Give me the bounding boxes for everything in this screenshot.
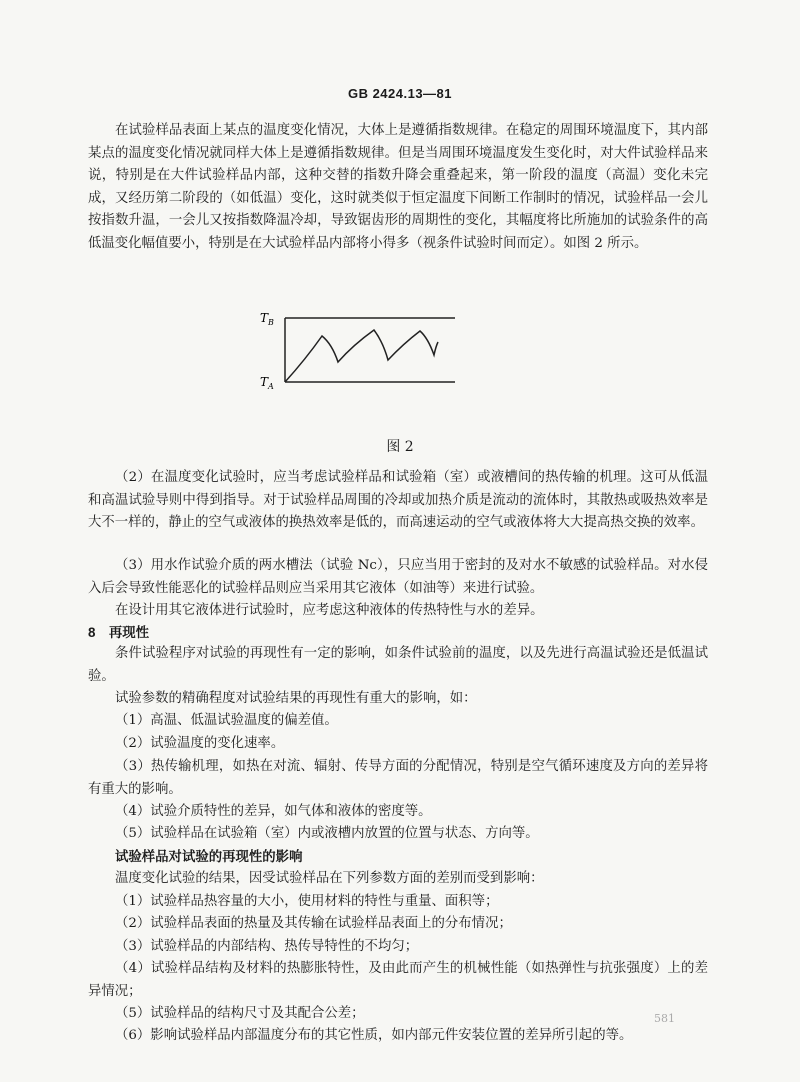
list1-item: （1）高温、低温试验温度的偏差值。: [115, 713, 338, 728]
section-8-heading: 8 再现性: [88, 625, 150, 640]
list1-item: （4）试验介质特性的差异，如气体和液体的密度等。: [115, 804, 432, 819]
section-8-paragraph-2: 试验参数的精确程度对试验结果的再现性有重大的影响，如：: [115, 691, 477, 706]
paragraph-2: （2）在温度变化试验时，应当考虑试验样品和试验箱（室）或液槽间的热传输的机理。这可从低温和高温试验导则中得到指导。对于试验样品周围的冷却或加热介质是流动的流体时，其散热或吸热效率是大不一样的，静止的空气或液体的换热效率是低的，而高速运动的空气或液体将大大提高热交换的效率。: [88, 470, 708, 531]
paragraph-3b: 在设计用其它液体进行试验时，应考虑这种液体的传热特性与水的差异。: [115, 603, 544, 618]
section-8-paragraph-1: 条件试验程序对试验的再现性有一定的影响，如条件试验前的温度，以及先进行高温试验还是低温试验。: [88, 646, 708, 684]
list2-item: （5）试验样品的结构尺寸及其配合公差；: [115, 1006, 365, 1021]
label-tb: $T_B$: [260, 311, 274, 327]
list2-item: （4）试验样品结构及材料的热膨胀特性，及由此而产生的机械性能（如热弹性与抗张强度）上的差异情况；: [88, 961, 708, 999]
list2-item: （2）试验样品表面的热量及其传输在试验样品表面上的分布情况；: [115, 916, 512, 931]
figure-caption: 图 2: [386, 439, 414, 455]
list1-item: （3）热传输机理，如热在对流、辐射、传导方面的分配情况，特别是空气循环速度及方向的差异将有重大的影响。: [88, 759, 708, 797]
list2-item: （6）影响试验样品内部温度分布的其它性质，如内部元件安装位置的差异所引起的等。: [115, 1028, 633, 1043]
subsection-paragraph: 温度变化试验的结果，因受试验样品在下列参数方面的差别而受到影响：: [115, 871, 544, 886]
list1-item: （5）试验样品在试验箱（室）内或液槽内放置的位置与状态、方向等。: [115, 826, 539, 841]
subsection-heading: 试验样品对试验的再现性的影响: [115, 849, 303, 864]
page-number: 581: [654, 1012, 675, 1025]
list2-item: （3）试验样品的内部结构、热传导特性的不均匀；: [115, 939, 419, 954]
label-ta: $T_A$: [260, 375, 274, 391]
paragraph-3: （3）用水作试验介质的两水槽法（试验 Nc），只应当用于密封的及对水不敏感的试验样品。对水侵入后会导致性能恶化的试验样品则应当采用其它液体（如油等）来进行试验。: [88, 558, 708, 596]
standard-header: GB 2424.13—81: [347, 86, 453, 101]
list1-item: （2）试验温度的变化速率。: [115, 736, 285, 751]
sawtooth-temperature-curve: [285, 330, 438, 382]
intro-paragraph: 在试验样品表面上某点的温度变化情况，大体上是遵循指数规律。在稳定的周围环境温度下，其内部某点的温度变化情况就同样大体上是遵循指数规律。但是当周围环境温度发生变化时，对大件试验样品来说，特别是在大件试验样品内部，这种交替的指数升降会重叠起来，第一阶段的温度（高温）变化未完成，又经历第二阶段的（如低温）变化，这时就类似于恒定温度下间断工作制时的情况，试验样品一会儿按指数升温，一会儿又按指数降温冷却，导致锯齿形的周期性的变化，其幅度将比所施加的试验条件的高低温变化幅值要小，特别是在大试验样品内部将小得多（视条件试验时间而定）。如图 2 所示。: [88, 123, 708, 251]
list2-item: （1）试验样品热容量的大小，使用材料的特性与重量、面积等；: [115, 894, 499, 909]
figure-2-sawtooth-diagram: [250, 300, 490, 410]
